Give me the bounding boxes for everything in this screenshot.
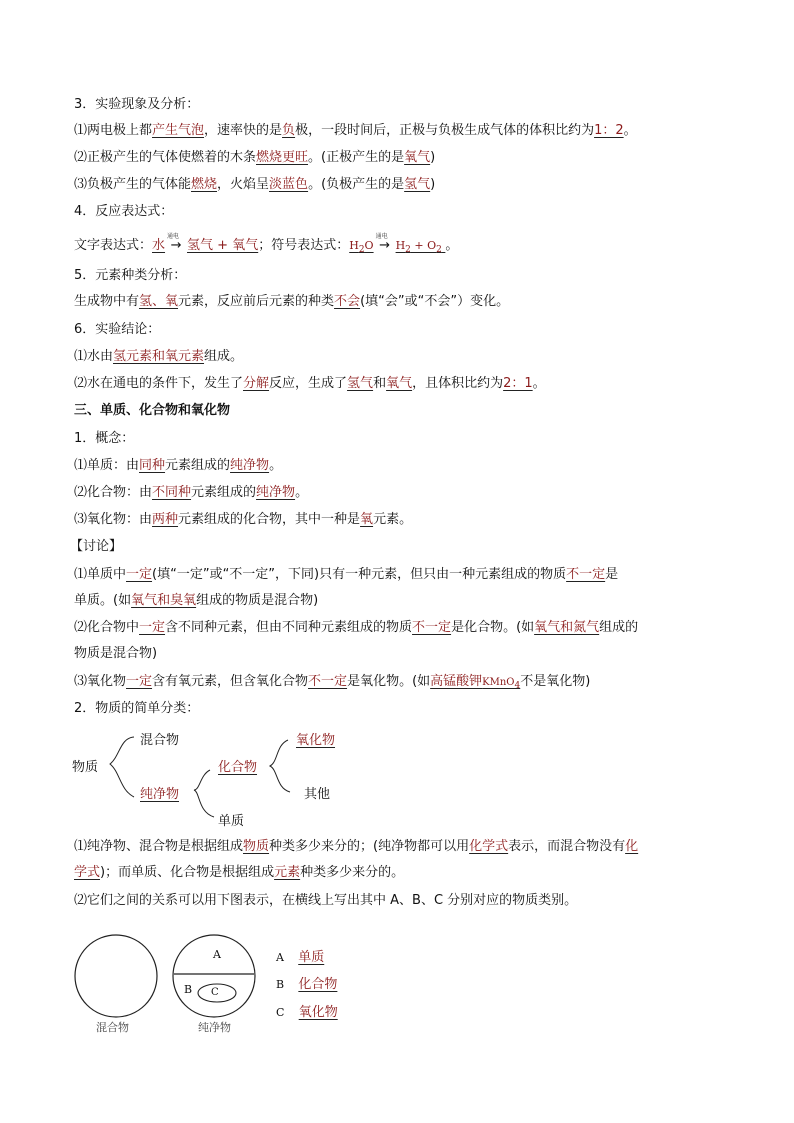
answer-oxygen-2: 氧气 [386,376,413,391]
observation-line-1: ⑴两电极上都产生气泡，速率快的是负极，一段时间后，正极与负极生成气体的体积比约为1：2。 [74,123,637,138]
observation-line-2: ⑵正极产生的气体使燃着的木条燃烧更旺。(正极产生的是氧气) [74,150,436,165]
reaction-arrow-1: 通电 → [167,233,182,253]
answer-element-kind: 元素 [274,865,301,880]
answer-no-change: 不会 [334,294,361,309]
answer-h-o: 氢、氧 [139,294,179,309]
answer-not-necessarily-3: 不一定 [308,674,348,689]
tree-root: 物质 [72,760,99,775]
word-products: 氢气 + 氧气 [187,238,259,253]
conclusion-line-1: ⑴水由氢元素和氧元素组成。 [74,349,244,364]
answer-two-kinds: 两种 [152,512,179,527]
venn-answer-a: A 单质 [276,950,325,965]
tree-element: 单质 [218,814,245,829]
discussion-line-3: ⑶氧化物一定含有氧元素，但含氧化合物不一定是氧化物。(如高锰酸钾KMnO$_4$不是氧化物) [74,674,591,691]
discussion-line-2: ⑵化合物中一定含不同种元素，但由不同种元素组成的物质不一定是化合物。(如氧气和氮气组成的 [74,620,639,635]
concept-element: ⑴单质：由同种元素组成的纯净物。 [74,458,283,473]
conclusion-line-2: ⑵水在通电的条件下，发生了分解反应，生成了氢气和氧气，且体积比约为2：1。 [74,376,546,391]
section-4-heading: 4．反应表达式： [74,204,174,219]
reaction-expressions: 文字表达式：水 通电 → 氢气 + 氧气；符号表达式：$H_2O$ 通电 → $H_2 + O_2$ 。 [74,233,459,256]
answer-formula-2a: 化 [625,839,639,854]
answer-not-necessarily-1: 不一定 [566,567,606,582]
venn-label-c: C [211,987,219,998]
answer-pure-1: 纯净物 [230,458,270,473]
venn-answer-c: C 氧化物 [276,1005,338,1020]
answer-bubbles: 产生气泡 [152,123,205,138]
concept-heading: 1．概念： [74,431,135,446]
answer-o2-n2: 氧气和氮气 [534,620,600,635]
venn-caption-mixture: 混合物 [96,1021,129,1034]
venn-instruction: ⑵它们之间的关系可以用下图表示，在横线上写出其中 A、B、C 分别对应的物质类别。 [74,893,578,908]
observation-line-3: ⑶负极产生的气体能燃烧，火焰呈淡蓝色。(负极产生的是氢气) [74,177,436,192]
answer-substance: 物质 [243,839,270,854]
venn-answer-b: B 化合物 [276,977,338,992]
symbol-products: $H_2 + O_2$ [395,239,442,256]
answer-definitely-3: 一定 [126,674,153,689]
answer-same-kind: 同种 [139,458,166,473]
answer-hydrogen-2: 氢气 [347,376,374,391]
venn-caption-pure: 纯净物 [198,1021,231,1034]
section-6-heading: 6．实验结论： [74,322,161,337]
classify-basis-line-2: 学式)；而单质、化合物是根据组成元素种类多少来分的。 [74,865,405,880]
answer-oxygen: 氧气 [404,150,431,165]
answer-h-and-o-elements: 氢元素和氧元素 [113,349,205,364]
tree-pure: 纯净物 [140,787,180,802]
classify-heading: 2．物质的简单分类： [74,701,200,716]
venn-label-b: B [184,983,193,996]
answer-formula: 化学式 [469,839,509,854]
tree-oxide: 氧化物 [296,733,336,748]
answer-definitely-2: 一定 [139,620,166,635]
part-3-heading: 三、单质、化合物和氧化物 [74,403,231,418]
section-3-heading: 3．实验现象及分析： [74,97,200,112]
answer-pale-blue: 淡蓝色 [269,177,309,192]
discussion-line-2b: 物质是混合物) [74,646,158,661]
answer-hydrogen: 氢气 [404,177,431,192]
reaction-arrow-2: 通电 → [375,233,391,253]
word-reactant: 水 [152,238,166,253]
answer-definitely-1: 一定 [126,567,153,582]
mixture-circle [75,935,157,1017]
tree-compound: 化合物 [218,760,258,775]
answer-formula-2b: 学式 [74,865,101,880]
answer-pure-2: 纯净物 [256,485,296,500]
concept-compound: ⑵化合物：由不同种元素组成的纯净物。 [74,485,309,500]
section-5-heading: 5．元素种类分析： [74,268,187,283]
concept-oxide: ⑶氧化物：由两种元素组成的化合物，其中一种是氧元素。 [74,512,413,527]
answer-burn-brighter: 燃烧更旺 [256,150,309,165]
symbol-reactant: $H_2O$ [349,239,374,256]
discussion-line-1b: 单质。(如氧气和臭氧组成的物质是混合物) [74,593,319,608]
answer-ratio-2: 2：1 [503,376,533,391]
discussion-line-1: ⑴单质中一定(填“一定”或“不一定”，下同)只有一种元素，但只由一种元素组成的物质不一定是 [74,567,619,582]
answer-kmno4: 高锰酸钾KMnO$_4$ [430,674,521,691]
answer-not-necessarily-2: 不一定 [412,620,452,635]
tree-mixture: 混合物 [140,733,180,748]
discussion-heading: 【讨论】 [70,539,123,554]
answer-ratio-1: 1：2 [594,123,624,138]
answer-negative: 负 [282,123,296,138]
answer-different-kind: 不同种 [152,485,192,500]
answer-decomposition: 分解 [243,376,270,391]
answer-o2-o3: 氧气和臭氧 [131,593,197,608]
venn-label-a: A [213,948,221,961]
classify-basis-line-1: ⑴纯净物、混合物是根据组成物质种类多少来分的；(纯净物都可以用化学式表示，而混合物没有化 [74,839,639,854]
element-analysis-line: 生成物中有氢、氧元素，反应前后元素的种类不会(填“会”或“不会”）变化。 [74,294,510,309]
answer-burn: 燃烧 [191,177,218,192]
tree-other: 其他 [304,787,331,802]
answer-oxygen-element: 氧 [360,512,374,527]
